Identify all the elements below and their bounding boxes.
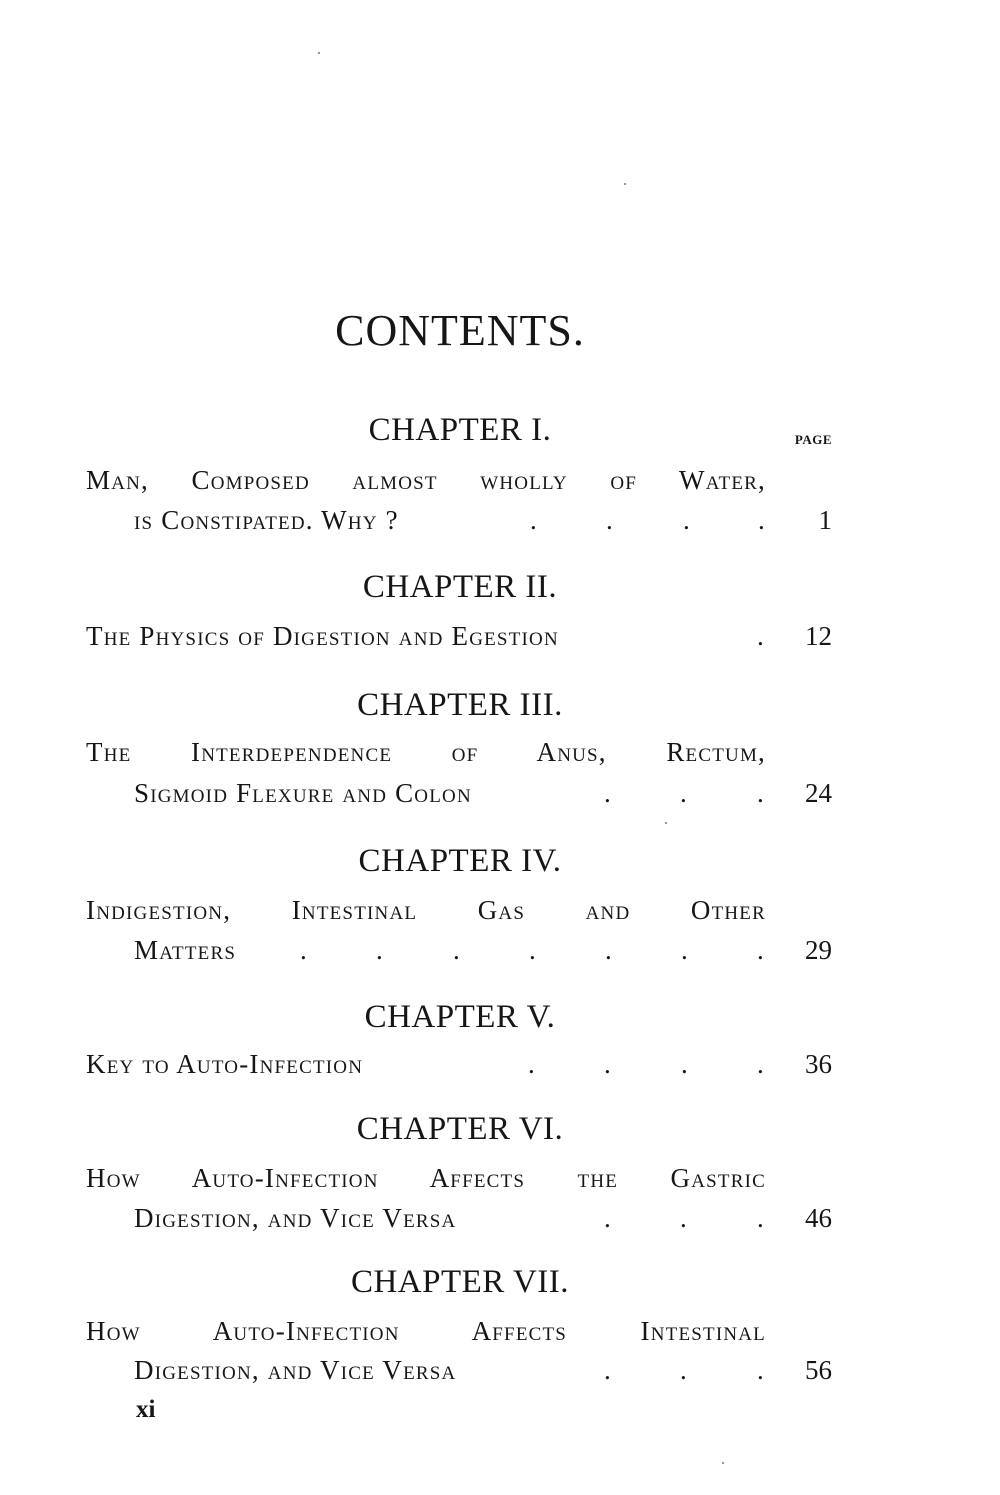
page-number: 12	[805, 621, 832, 651]
page-column-label: PAGE	[794, 432, 832, 447]
chapter-heading: CHAPTER VI.	[356, 1111, 564, 1147]
chapter-title-line: Man, Composed almost wholly of Water,	[86, 465, 766, 495]
folio-page-number: xi	[136, 1396, 156, 1423]
chapter-title-line: Digestion, and Vice Versa	[134, 1355, 457, 1385]
page-title: CONTENTS.	[335, 306, 585, 355]
scan-speck	[665, 822, 667, 824]
page-number: 29	[805, 935, 832, 965]
chapter-title-line: is Constipated. Why ?	[134, 505, 399, 535]
scan-speck	[318, 52, 320, 54]
chapter-heading: CHAPTER IV.	[358, 843, 562, 879]
page-number: 56	[805, 1355, 832, 1385]
chapter-heading: CHAPTER II.	[362, 569, 558, 605]
chapter-title-line: Matters	[134, 935, 237, 965]
chapter-heading: CHAPTER VII.	[350, 1264, 570, 1300]
chapter-heading: CHAPTER V.	[364, 999, 556, 1035]
chapter-heading: CHAPTER III.	[357, 687, 563, 723]
scan-speck	[624, 183, 626, 185]
page-number: 24	[805, 778, 832, 808]
chapter-title-line: Sigmoid Flexure and Colon	[134, 778, 472, 808]
chapter-title-line: Key to Auto-Infection	[86, 1049, 364, 1079]
page-number: 1	[818, 505, 832, 535]
chapter-title-line: How Auto-Infection Affects the Gastric	[86, 1163, 766, 1193]
chapter-title-line: The Physics of Digestion and Egestion	[86, 621, 559, 651]
chapter-title-line: How Auto-Infection Affects Intestinal	[86, 1316, 766, 1346]
page-number: 46	[805, 1203, 832, 1233]
chapter-title-line: The Interdependence of Anus, Rectum,	[86, 737, 766, 767]
chapter-title-line: Digestion, and Vice Versa	[134, 1203, 457, 1233]
scan-speck	[722, 1462, 724, 1464]
page-number: 36	[805, 1049, 832, 1079]
chapter-title-line: Indigestion, Intestinal Gas and Other	[86, 895, 766, 925]
chapter-heading: CHAPTER I.	[368, 412, 552, 448]
